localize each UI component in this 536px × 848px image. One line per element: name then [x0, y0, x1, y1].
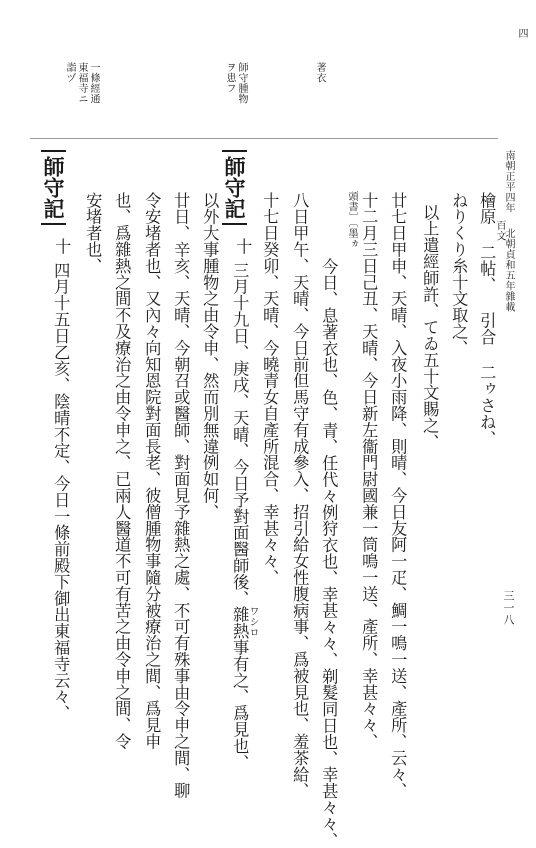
- margin-note-6: 著衣: [314, 62, 325, 83]
- text-line-9: 三月十九日、庚戌、天晴、今日予對面醫師後、雜熱事有之、爲見也、: [230, 262, 250, 771]
- text-line-7: 八日甲午、天晴、今日前但馬守有成參入、招引給女性腹病事、爲被見也、羞茶給、: [290, 192, 310, 799]
- margin-note-2: 東福寺ニ: [76, 62, 87, 104]
- text-line-2: ねりくり糸十文取之、: [449, 192, 469, 356]
- text-line-4: 廿七日甲申、天晴、入夜小雨降、則晴、今日友阿一疋、鯛一鳴一送、產所、云々、: [388, 192, 408, 799]
- title-number-1: 十: [233, 238, 253, 255]
- text-line-10: 以外大事腫物之由令申、然而別無違例如何、: [200, 192, 220, 520]
- text-line-1: 檜原 二帖、 引合 二ゥさね、: [477, 192, 497, 447]
- text-line-5: 十二月三日己丑、天晴、今日新左衞門尉國兼一筒鳴一送、產所、幸甚々々、: [359, 192, 379, 750]
- ruby-annotation: ワシロ: [247, 606, 258, 638]
- era-header: 南朝正平四年: [503, 150, 514, 213]
- text-line-15: 四月十五日乙亥、陰晴不定、今日一條前殿下御出東福寺云々、: [51, 262, 71, 722]
- title-shishuki-1: 師守記: [222, 150, 247, 225]
- chapter-marker: 四: [516, 28, 527, 38]
- text-line-6: 今日、息著衣也、色、青、任代々例狩衣也、幸甚々々、剃髮同日也、幸甚々々、: [319, 258, 339, 848]
- text-line-13: 也、爲雜熱之間不及療治之由令申之、已兩人醫道不可有苦之由令申之間、令: [112, 192, 132, 750]
- headnote: 頭書〕〔墨ヵ: [346, 191, 357, 249]
- text-line-3: 以上遣經師許、てゐ五十文賜之、: [420, 204, 440, 450]
- margin-note-5: ヲ患フ: [224, 62, 235, 94]
- page-number: 三一八: [502, 590, 515, 626]
- text-line-11: 廿日、辛亥、天晴、今朝召或醫師、對面見予雜熱之處、不可有殊事由令申之間、聊: [171, 192, 191, 799]
- inline-note: 百文: [494, 220, 505, 241]
- margin-note-1: 一條經通: [88, 62, 99, 104]
- text-line-14: 安堵者也、: [83, 192, 103, 274]
- margin-note-4: 師守腫物: [236, 62, 247, 104]
- margin-note-3: 詣ヅ: [64, 62, 75, 83]
- title-shishuki-2: 師守記: [41, 150, 66, 225]
- header-rule: [30, 138, 498, 139]
- title-number-2: 十: [52, 238, 72, 255]
- text-line-12: 令安堵者也、又內々向知恩院對面長老、彼僧腫物事隨分被療治之間、爲見申: [142, 192, 162, 750]
- book-header: 北朝貞和五年雜載: [503, 228, 514, 312]
- text-line-8: 十七日癸卯、天晴、今曉青女自產所混合、幸甚々々、: [260, 192, 280, 586]
